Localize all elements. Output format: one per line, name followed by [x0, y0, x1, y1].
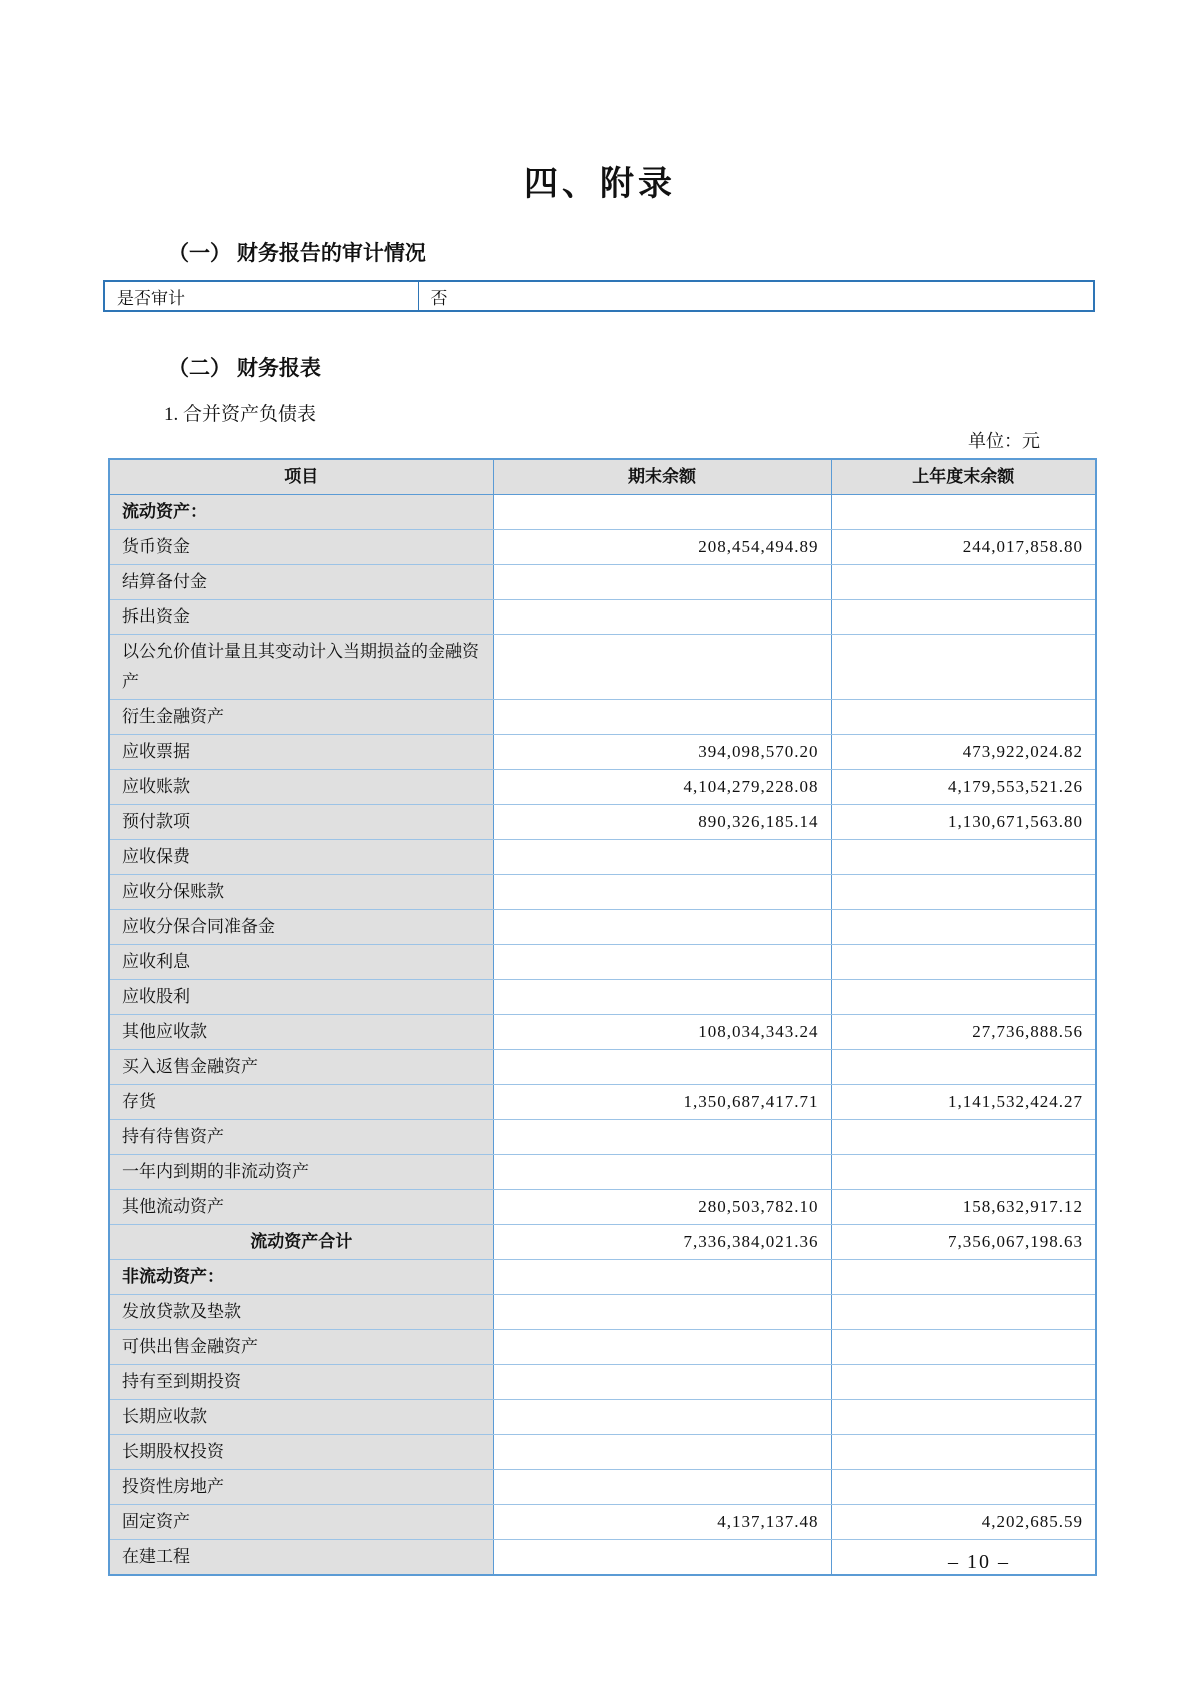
ending-balance-cell — [493, 495, 831, 530]
item-cell: 可供出售金融资产 — [109, 1330, 493, 1365]
table-row — [109, 1015, 1096, 1050]
table-row — [109, 495, 1096, 530]
table-row — [109, 805, 1096, 840]
table-row — [109, 1470, 1096, 1505]
item-cell: 长期股权投资 — [109, 1435, 493, 1470]
table-row — [109, 910, 1096, 945]
previous-year-balance-cell — [831, 495, 1096, 530]
table-row — [109, 840, 1096, 875]
table-row — [109, 530, 1096, 565]
item-cell: 应收账款 — [109, 770, 493, 805]
item-cell: 衍生金融资产 — [109, 700, 493, 735]
ending-balance-cell — [493, 1050, 831, 1085]
item-cell: 应收保费 — [109, 840, 493, 875]
item-cell: 其他应收款 — [109, 1015, 493, 1050]
previous-year-balance-cell — [831, 1050, 1096, 1085]
ending-balance-cell: 4,104,279,228.08 — [493, 770, 831, 805]
table-row — [109, 945, 1096, 980]
table-row — [109, 875, 1096, 910]
previous-year-balance-cell — [831, 700, 1096, 735]
item-cell: 流动资产合计 — [109, 1225, 493, 1260]
table-row — [109, 1400, 1096, 1435]
table-row — [109, 1260, 1096, 1295]
item-cell: 其他流动资产 — [109, 1190, 493, 1225]
previous-year-balance-cell — [831, 565, 1096, 600]
previous-year-balance-cell — [831, 1260, 1096, 1295]
item-cell: 发放贷款及垫款 — [109, 1295, 493, 1330]
previous-year-balance-cell: 473,922,024.82 — [831, 735, 1096, 770]
table-row — [109, 1435, 1096, 1470]
previous-year-balance-cell: 244,017,858.80 — [831, 530, 1096, 565]
item-cell: 持有待售资产 — [109, 1120, 493, 1155]
item-cell: 持有至到期投资 — [109, 1365, 493, 1400]
page-number: – 10 – — [948, 1551, 1010, 1573]
ending-balance-cell: 7,336,384,021.36 — [493, 1225, 831, 1260]
previous-year-balance-cell — [831, 1295, 1096, 1330]
previous-year-balance-cell — [831, 635, 1096, 700]
ending-balance-cell — [493, 840, 831, 875]
ending-balance-cell — [493, 980, 831, 1015]
previous-year-balance-cell: 7,356,067,198.63 — [831, 1225, 1096, 1260]
table-row — [109, 1330, 1096, 1365]
table-row — [109, 1085, 1096, 1120]
ending-balance-cell: 1,350,687,417.71 — [493, 1085, 831, 1120]
ending-balance-cell — [493, 910, 831, 945]
table-row — [109, 700, 1096, 735]
previous-year-balance-cell: 4,202,685.59 — [831, 1505, 1096, 1540]
item-cell: 固定资产 — [109, 1505, 493, 1540]
previous-year-balance-cell — [831, 1330, 1096, 1365]
previous-year-balance-cell — [831, 875, 1096, 910]
table-row — [109, 1225, 1096, 1260]
table-row — [109, 635, 1096, 700]
item-cell: 拆出资金 — [109, 600, 493, 635]
item-cell: 长期应收款 — [109, 1400, 493, 1435]
ending-balance-cell — [493, 945, 831, 980]
item-cell: 投资性房地产 — [109, 1470, 493, 1505]
item-cell: 存货 — [109, 1085, 493, 1120]
ending-balance-cell — [493, 700, 831, 735]
audit-question-cell: 是否审计 — [104, 281, 418, 311]
table-row — [109, 565, 1096, 600]
audit-table-row — [104, 281, 1094, 311]
item-cell: 应收分保账款 — [109, 875, 493, 910]
previous-year-balance-cell — [831, 1470, 1096, 1505]
previous-year-balance-cell — [831, 840, 1096, 875]
ending-balance-cell: 280,503,782.10 — [493, 1190, 831, 1225]
ending-balance-cell — [493, 1295, 831, 1330]
table-row — [109, 980, 1096, 1015]
ending-balance-cell — [493, 1470, 831, 1505]
table-row — [109, 1505, 1096, 1540]
audit-answer-cell: 否 — [418, 281, 1094, 311]
col-header-item: 项目 — [109, 459, 493, 495]
previous-year-balance-cell — [831, 1400, 1096, 1435]
table-row — [109, 770, 1096, 805]
previous-year-balance-cell: 1,141,532,424.27 — [831, 1085, 1096, 1120]
ending-balance-cell — [493, 1120, 831, 1155]
statements-section-heading: （二） 财务报表 — [168, 357, 321, 380]
item-cell: 一年内到期的非流动资产 — [109, 1155, 493, 1190]
balance-sheet-table — [108, 458, 1097, 1576]
previous-year-balance-cell: 1,130,671,563.80 — [831, 805, 1096, 840]
ending-balance-cell — [493, 1435, 831, 1470]
ending-balance-cell: 394,098,570.20 — [493, 735, 831, 770]
ending-balance-cell — [493, 1330, 831, 1365]
table-row — [109, 1120, 1096, 1155]
ending-balance-cell — [493, 635, 831, 700]
ending-balance-cell — [493, 1155, 831, 1190]
col-header-previous-year-balance: 上年度末余额 — [831, 459, 1096, 495]
ending-balance-cell: 4,137,137.48 — [493, 1505, 831, 1540]
audit-table — [103, 280, 1095, 312]
ending-balance-cell — [493, 1365, 831, 1400]
table-row — [109, 1295, 1096, 1330]
previous-year-balance-cell — [831, 1365, 1096, 1400]
ending-balance-cell: 208,454,494.89 — [493, 530, 831, 565]
previous-year-balance-cell — [831, 945, 1096, 980]
col-header-ending-balance: 期末余额 — [493, 459, 831, 495]
previous-year-balance-cell — [831, 1120, 1096, 1155]
item-cell: 以公允价值计量且其变动计入当期损益的金融资产 — [109, 635, 493, 700]
item-cell: 在建工程 — [109, 1540, 493, 1576]
ending-balance-cell — [493, 1260, 831, 1295]
item-cell: 应收股利 — [109, 980, 493, 1015]
table-row — [109, 600, 1096, 635]
previous-year-balance-cell — [831, 600, 1096, 635]
ending-balance-cell — [493, 875, 831, 910]
ending-balance-cell — [493, 565, 831, 600]
previous-year-balance-cell — [831, 1435, 1096, 1470]
item-cell: 应收票据 — [109, 735, 493, 770]
ending-balance-cell — [493, 600, 831, 635]
item-cell: 货币资金 — [109, 530, 493, 565]
item-cell: 结算备付金 — [109, 565, 493, 600]
previous-year-balance-cell — [831, 1155, 1096, 1190]
document-title: 四、附录 — [524, 165, 676, 203]
ending-balance-cell: 108,034,343.24 — [493, 1015, 831, 1050]
table-row — [109, 1190, 1096, 1225]
audit-section-heading: （一） 财务报告的审计情况 — [168, 242, 426, 265]
item-cell: 流动资产： — [109, 495, 493, 530]
ending-balance-cell — [493, 1400, 831, 1435]
previous-year-balance-cell: 158,632,917.12 — [831, 1190, 1096, 1225]
statement-subheading: 1. 合并资产负债表 — [164, 404, 317, 425]
item-cell: 应收利息 — [109, 945, 493, 980]
item-cell: 非流动资产： — [109, 1260, 493, 1295]
item-cell: 应收分保合同准备金 — [109, 910, 493, 945]
previous-year-balance-cell — [831, 910, 1096, 945]
table-row — [109, 735, 1096, 770]
table-header-row — [109, 459, 1096, 495]
table-row — [109, 1155, 1096, 1190]
table-row — [109, 1050, 1096, 1085]
unit-note: 单位：元 — [968, 431, 1040, 451]
table-row — [109, 1365, 1096, 1400]
item-cell: 买入返售金融资产 — [109, 1050, 493, 1085]
previous-year-balance-cell: 4,179,553,521.26 — [831, 770, 1096, 805]
previous-year-balance-cell — [831, 980, 1096, 1015]
ending-balance-cell: 890,326,185.14 — [493, 805, 831, 840]
previous-year-balance-cell: 27,736,888.56 — [831, 1015, 1096, 1050]
item-cell: 预付款项 — [109, 805, 493, 840]
